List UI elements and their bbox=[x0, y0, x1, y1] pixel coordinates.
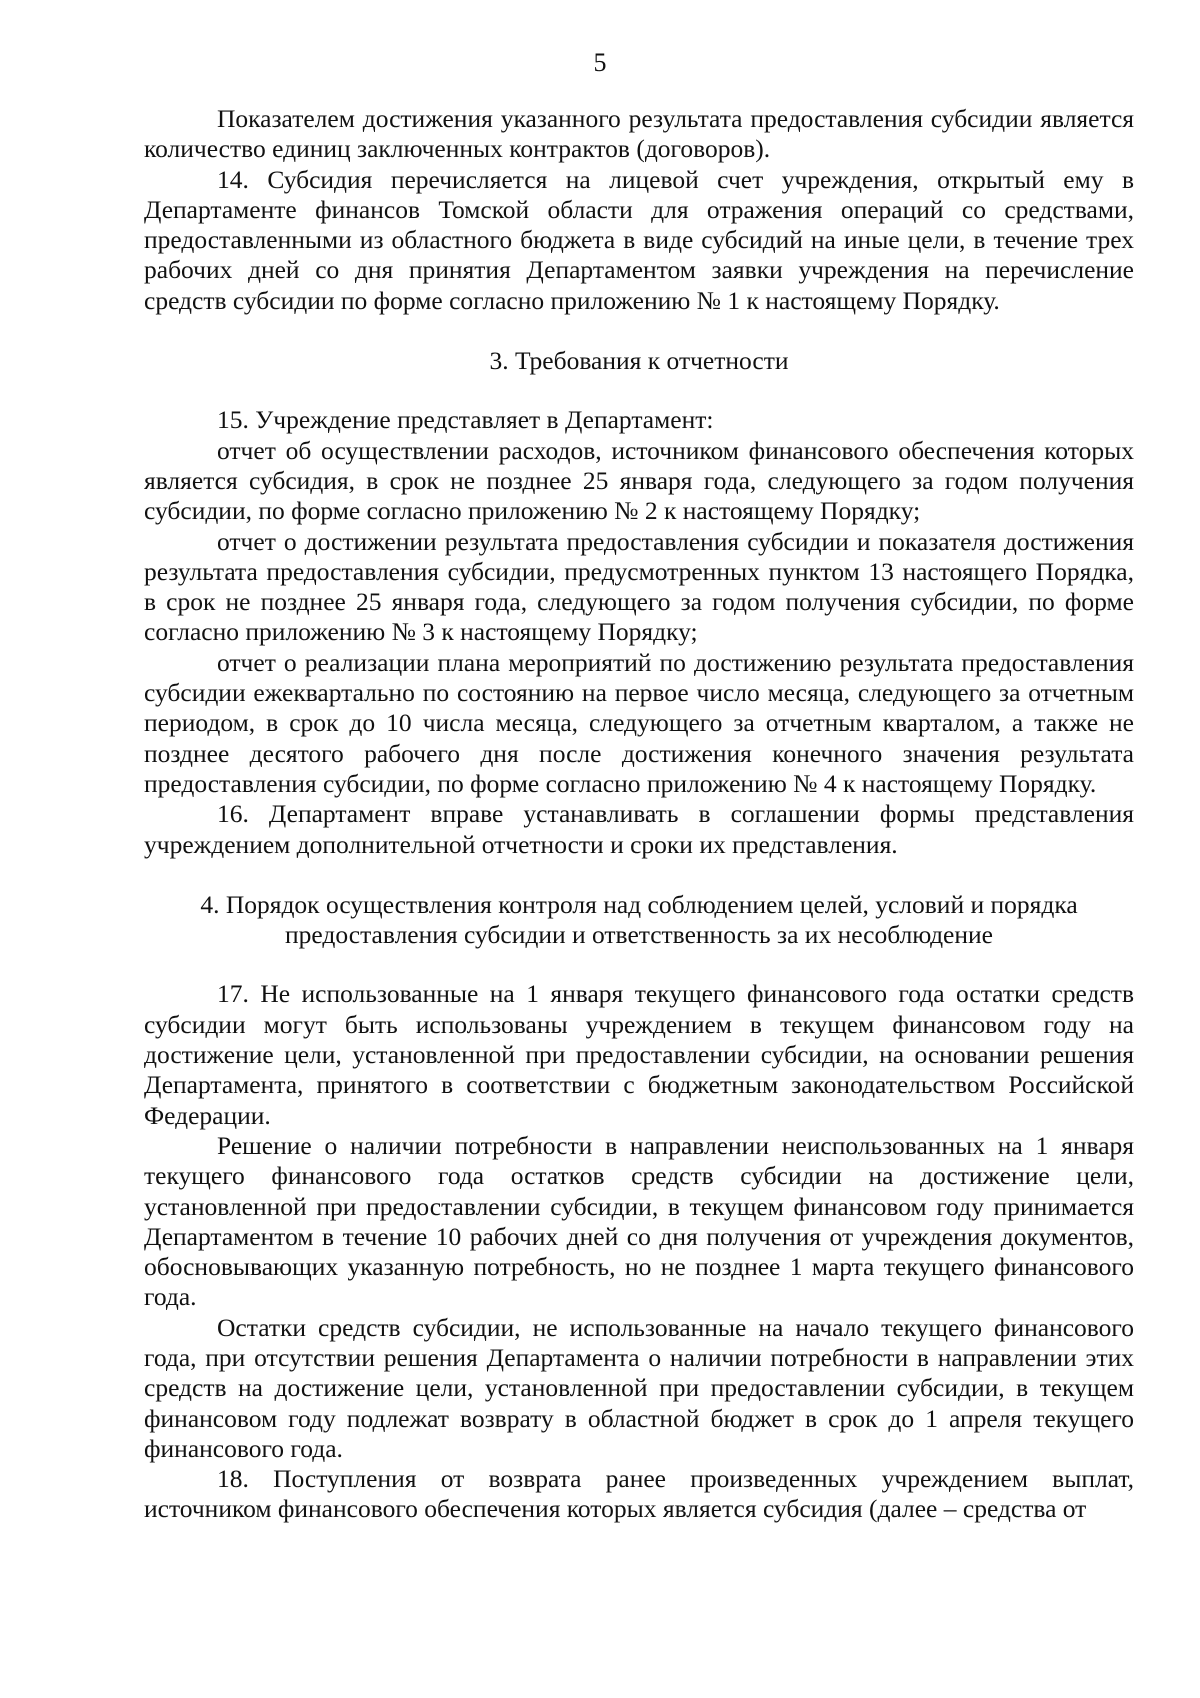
paragraph-13-indicator: Показателем достижения указанного результата предоставления субсидии является количество единиц заключенных контрактов (договоров). bbox=[144, 104, 1134, 164]
paragraph-18: 18. Поступления от возврата ранее произведенных учреждением выплат, источником финансового обеспечения которых является субсидия (далее – средства от bbox=[144, 1464, 1134, 1524]
paragraph-15-expense-report: отчет об осуществлении расходов, источником финансового обеспечения которых является субсидия, в срок не позднее 25 января года, следующего за годом получения субсидии, по форме согласно приложению № 2 к настоящему Порядку; bbox=[144, 435, 1134, 526]
paragraph-17-remainder: Остатки средств субсидии, не использованные на начало текущего финансового года, при отсутствии решения Департамента о наличии потребности в направлении этих средств на достижение цели, установленной при предоставлении субсидии, в текущем финансовом году подлежат возврату в областной бюджет в срок до 1 апреля текущего финансового года. bbox=[144, 1312, 1134, 1463]
document-body bbox=[144, 104, 1134, 1525]
section-4-heading-line-2: предоставления субсидии и ответственность за их несоблюдение bbox=[285, 920, 993, 950]
paragraph-15-result-report: отчет о достижении результата предоставления субсидии и показателя достижения результата предоставления субсидии, предусмотренных пунктом 13 настоящего Порядка, в срок не позднее 25 января года, следующего за годом получения субсидии, по форме согласно приложению № 3 к настоящему Порядку; bbox=[144, 526, 1134, 647]
section-4-heading-line-1: 4. Порядок осуществления контроля над соблюдением целей, условий и порядка bbox=[200, 889, 1078, 919]
paragraph-16: 16. Департамент вправе устанавливать в соглашении формы представления учреждением дополнительной отчетности и сроки их представления. bbox=[144, 799, 1134, 859]
paragraph-15-plan-report: отчет о реализации плана мероприятий по достижению результата предоставления субсидии ежеквартально по состоянию на первое число месяца, следующего за отчетным периодом, в срок до 10 числа месяца, следующего за отчетным кварталом, а также не позднее десятого рабочего дня после достижения конечного значения результата предоставления субсидии, по форме согласно приложению № 4 к настоящему Порядку. bbox=[144, 647, 1134, 798]
paragraph-15: 15. Учреждение представляет в Департамент: bbox=[217, 405, 714, 435]
page-number: 5 bbox=[593, 48, 607, 77]
paragraph-17-decision: Решение о наличии потребности в направлении неиспользованных на 1 января текущего финансового года остатков средств субсидии на достижение цели, установленной при предоставлении субсидии, в текущем финансовом году принимается Департаментом в течение 10 рабочих дней со дня получения от учреждения документов, обосновывающих указанную потребность, но не позднее 1 марта текущего финансового года. bbox=[144, 1130, 1134, 1312]
paragraph-14: 14. Субсидия перечисляется на лицевой счет учреждения, открытый ему в Департаменте финансов Томской области для отражения операций со средствами, предоставленными из областного бюджета в виде субсидий на иные цели, в течение трех рабочих дней со дня принятия Департаментом заявки учреждения на перечисление средств субсидии по форме согласно приложению № 1 к настоящему Порядку. bbox=[144, 164, 1134, 315]
section-3-heading: 3. Требования к отчетности bbox=[489, 346, 789, 376]
paragraph-17: 17. Не использованные на 1 января текущего финансового года остатки средств субсидии могут быть использованы учреждением в текущем финансовом году на достижение цели, установленной при предоставлении субсидии, на основании решения Департамента, принятого в соответствии с бюджетным законодательством Российской Федерации. bbox=[144, 979, 1134, 1130]
section-4-heading bbox=[144, 890, 1134, 951]
